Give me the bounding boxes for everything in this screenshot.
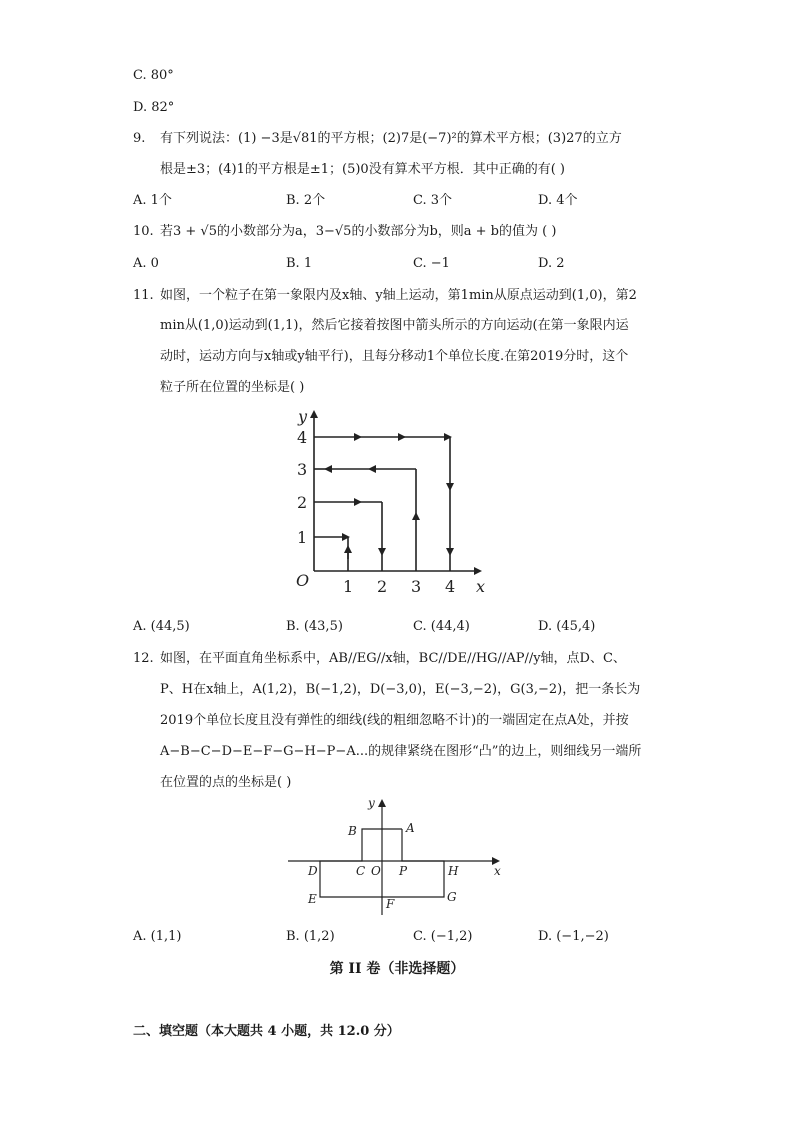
q12-label-p: P (399, 864, 408, 878)
q10-option-a: A. 0 (133, 256, 159, 271)
q12-text-3: 2019个单位长度且没有弹性的细线(线的粗细忽略不计)的一端固定在点A处，并按 (160, 713, 629, 728)
q9-option-a: A. 1个 (133, 193, 172, 208)
q10-option-c: C. −1 (413, 256, 450, 271)
q11-y-tick-4: 4 (297, 428, 308, 447)
q12-label-x: x (494, 864, 501, 878)
q11-number: 11. (133, 288, 154, 303)
q12-option-a: A. (1,1) (133, 929, 182, 944)
q11-x-tick-4: 4 (445, 577, 456, 596)
q9-number: 9. (133, 131, 146, 146)
q8-option-c: C. 80° (133, 68, 174, 83)
q12-label-f: F (386, 897, 395, 911)
section-2-title: 第 II 卷（非选择题） (329, 961, 465, 977)
q11-text-3: 动时，运动方向与x轴或y轴平行)，且每分移动1个单位长度.在第2019分时，这个 (160, 349, 629, 364)
q11-line-1 (133, 286, 637, 306)
q8-option-d: D. 82° (133, 100, 175, 115)
q11-option-d: D. (45,4) (538, 619, 596, 634)
q11-text-2: min从(1,0)运动到(1,1)，然后它接着按图中箭头所示的方向运动(在第一象限内运 (160, 318, 629, 333)
q11-y-tick-1: 1 (297, 528, 308, 547)
q12-text-4: A−B−C−D−E−F−G−H−P−A...的规律紧绕在图形“凸”的边上，则细线另一端所 (160, 744, 642, 759)
q12-text-5: 在位置的点的坐标是( ) (160, 775, 292, 790)
q12-option-d: D. (−1,−2) (538, 929, 609, 944)
q11-y-tick-3: 3 (297, 460, 308, 479)
q10-line (133, 222, 556, 242)
q11-text-4: 粒子所在位置的坐标是( ) (160, 380, 305, 395)
q11-origin-label: O (296, 571, 310, 590)
q12-label-o: O (371, 864, 381, 878)
q12-line-1 (133, 649, 626, 669)
q9-option-b: B. 2个 (286, 193, 326, 208)
q9-text-2: 根是±3；(4)1的平方根是±1；(5)0没有算术平方根．其中正确的有( ) (160, 162, 565, 177)
q11-text-1: 如图，一个粒子在第一象限内及x轴、y轴上运动，第1min从原点运动到(1,0)，第2 (160, 288, 637, 303)
q12-option-c: C. (−1,2) (413, 929, 473, 944)
q10-number: 10. (133, 224, 154, 239)
q12-label-a: A (406, 821, 415, 835)
q12-text-2: P、H在x轴上，A(1,2)，B(−1,2)，D(−3,0)，E(−3,−2)，G(3,−2)，把一条长为 (160, 682, 641, 697)
q9-text-1: 有下列说法：(1) −3是√81的平方根；(2)7是(−7)²的算术平方根；(3)27的立方 (160, 131, 622, 146)
q12-label-e: E (308, 892, 317, 906)
q11-x-tick-3: 3 (411, 577, 422, 596)
q10-option-d: D. 2 (538, 256, 565, 271)
fill-in-section-title: 二、填空题（本大题共 4 小题，共 12.0 分） (133, 1024, 400, 1039)
q11-y-label: y (298, 407, 308, 426)
q12-text-1: 如图，在平面直角坐标系中，AB//EG//x轴，BC//DE//HG//AP//y轴，点D、C、 (160, 651, 626, 666)
q11-x-tick-2: 2 (377, 577, 388, 596)
q11-figure (280, 404, 500, 609)
q10-text: 若3 + √5的小数部分为a，3−√5的小数部分为b，则a + b的值为 ( ) (160, 224, 557, 239)
q12-label-h: H (448, 864, 459, 878)
q11-x-tick-1: 1 (343, 577, 354, 596)
q12-figure (280, 795, 510, 920)
q12-label-c: C (356, 864, 366, 878)
q9-option-d: D. 4个 (538, 193, 578, 208)
q10-option-b: B. 1 (286, 256, 313, 271)
q12-label-d: D (308, 864, 318, 878)
q9-option-c: C. 3个 (413, 193, 453, 208)
q12-label-b: B (348, 824, 357, 838)
q11-x-label: x (476, 577, 486, 596)
q11-y-tick-2: 2 (297, 493, 308, 512)
q12-label-y: y (368, 796, 375, 810)
q11-option-b: B. (43,5) (286, 619, 343, 634)
q11-option-c: C. (44,4) (413, 619, 470, 634)
q12-number: 12. (133, 651, 154, 666)
q12-label-g: G (447, 890, 457, 904)
q11-option-a: A. (44,5) (133, 619, 190, 634)
q12-option-b: B. (1,2) (286, 929, 335, 944)
q9-line-1 (133, 129, 622, 149)
